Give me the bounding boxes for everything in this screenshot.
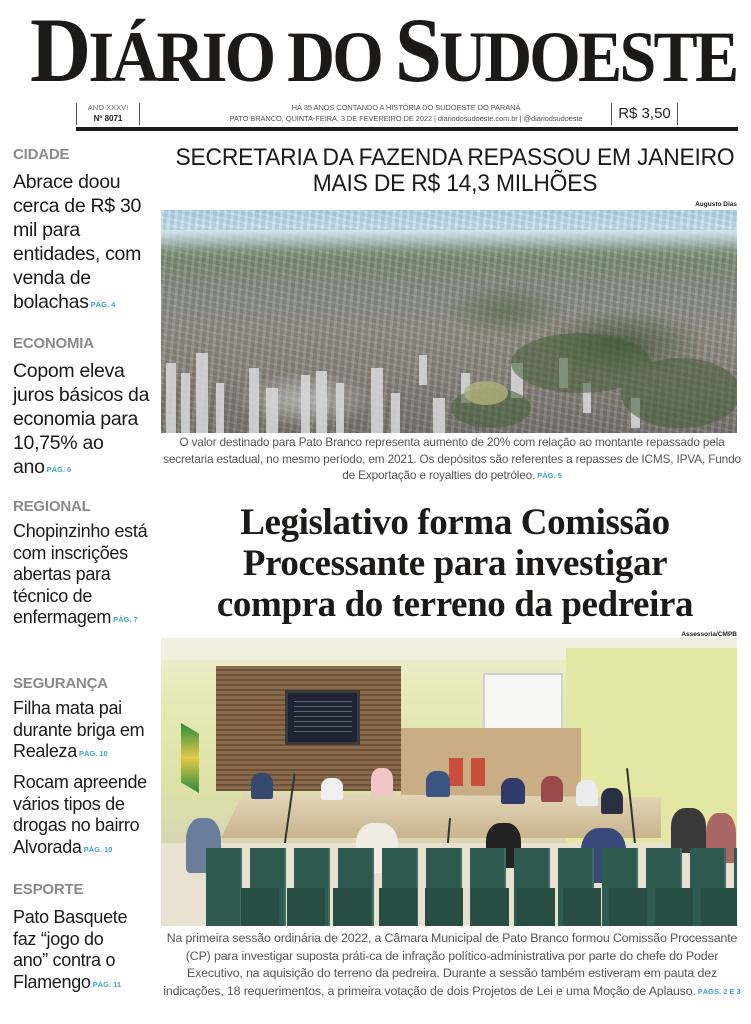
person xyxy=(671,808,706,853)
section-label-esporte: ESPORTE xyxy=(13,881,84,898)
person xyxy=(541,776,563,802)
edition-year: ANO XXXVI xyxy=(87,103,129,112)
horizon xyxy=(161,230,737,250)
person xyxy=(371,768,393,796)
price: R$ 3,50 xyxy=(611,103,678,125)
page-reference: PÁG. 5 xyxy=(537,471,562,480)
page-reference: PÁGS. 2 E 3 xyxy=(697,986,741,996)
fire-cabinet xyxy=(471,758,485,786)
story-headline: Pato Basquete faz “jogo do ano” contra o Flamengo xyxy=(13,907,128,992)
masthead-info-bar xyxy=(76,102,738,126)
edition-number: Nº 8071 xyxy=(93,114,123,123)
page-reference: PÁG. 10 xyxy=(83,844,113,854)
story-headline: Abrace doou cerca de R$ 30 mil para entidades, com venda de bolachas xyxy=(13,171,142,313)
headline-line-2: Processante para investigar xyxy=(242,543,668,584)
sidebar-story[interactable] xyxy=(13,698,157,765)
top-story-caption xyxy=(157,434,747,485)
newspaper-title xyxy=(30,0,737,101)
masthead-divider xyxy=(76,127,738,131)
person xyxy=(601,788,623,814)
section-label-cidade: CIDADE xyxy=(13,146,70,163)
main-story-caption xyxy=(157,930,747,1000)
photo-credit: Augusto Dias xyxy=(695,201,737,208)
edition-box xyxy=(76,103,140,125)
story-headline: Filha mata pai durante briga em Realeza xyxy=(13,698,145,762)
page-reference: PÁG. 11 xyxy=(92,979,122,989)
person xyxy=(576,780,598,806)
headline-line-3: compra do terreno da pedreira xyxy=(216,584,694,625)
person xyxy=(501,778,525,804)
tv-screen xyxy=(285,690,360,745)
section-label-seguranca: SEGURANÇA xyxy=(13,675,108,692)
tagline xyxy=(146,102,666,124)
sidebar-story[interactable] xyxy=(13,359,157,482)
tagline-line-1: HÁ 35 ANOS CONTANDO A HISTÓRIA DO SUDOESTE DO PARANÁ xyxy=(291,103,521,112)
sidebar-story[interactable] xyxy=(13,907,141,995)
section-label-regional: REGIONAL xyxy=(13,498,91,515)
title-part-iario-do: IÁRIO DO xyxy=(88,17,395,97)
top-story-headline[interactable] xyxy=(175,145,736,197)
council-session-photo xyxy=(161,638,737,926)
title-initial-s: S xyxy=(394,0,440,101)
page-reference: PÁG. 10 xyxy=(78,749,108,759)
photo-credit: Assessoria/CMPB xyxy=(681,631,737,638)
person xyxy=(321,778,343,800)
story-headline: Chopinzinho está com inscrições abertas para técnico de enfermagem xyxy=(13,521,148,628)
main-story-headline[interactable] xyxy=(160,502,750,625)
headline-line-2: MAIS DE R$ 14,3 MILHÕES xyxy=(312,170,598,197)
section-label-economia: ECONOMIA xyxy=(13,335,94,352)
person xyxy=(251,773,273,799)
aerial-city-photo xyxy=(161,210,737,433)
sidebar-story[interactable] xyxy=(13,521,157,631)
tagline-line-2: PATO BRANCO, QUINTA-FEIRA, 3 DE FEVEREIRO DE 2022 | diariodosudoeste.com.br | @diariodsudoeste xyxy=(229,114,583,123)
person xyxy=(426,771,450,797)
sidebar-story[interactable] xyxy=(13,772,157,860)
flag xyxy=(181,723,199,793)
title-part-udoeste: UDOESTE xyxy=(439,17,737,97)
city-buildings-graphic xyxy=(161,313,737,433)
headline-line-1: SECRETARIA DA FAZENDA REPASSOU EM JANEIRO xyxy=(175,144,735,171)
headline-line-1: Legislativo forma Comissão xyxy=(240,502,670,543)
page-reference: PÁG. 6 xyxy=(46,465,72,474)
title-initial-d: D xyxy=(30,0,89,101)
caption-text: O valor destinado para Pato Branco representa aumento de 20% com relação ao montante repassado pela secretaria estadual, no mesmo período, em 2021. Os depósitos são referentes a repasses de ICMS, IPVA, Fundo de Exportação e royalties do petróleo. xyxy=(163,435,741,482)
page-reference: PÁG. 7 xyxy=(113,615,138,625)
audience-chairs-front xyxy=(241,888,737,926)
page-reference: PÁG. 4 xyxy=(90,300,116,309)
caption-text: Na primeira sessão ordinária de 2022, a Câmara Municipal de Pato Branco formou Comissão Processante (CP) para investigar suposta práti-ca de infração político-administrativa por parte do chefe do Poder Executivo, na aquisição do terreno da pedreira. Durante a sessão também estiveram em pauta dez indicações, 18 requerimentos, a primeira votação de dois Projetos de Lei e uma Moção de Aplauso. xyxy=(163,931,738,998)
sidebar-story[interactable] xyxy=(13,170,157,317)
story-headline: Copom eleva juros básicos da economia para 10,75% ao ano xyxy=(13,360,150,478)
fire-cabinet xyxy=(449,758,463,786)
story-headline: Rocam apreende vários tipos de drogas no bairro Alvorada xyxy=(13,772,147,857)
